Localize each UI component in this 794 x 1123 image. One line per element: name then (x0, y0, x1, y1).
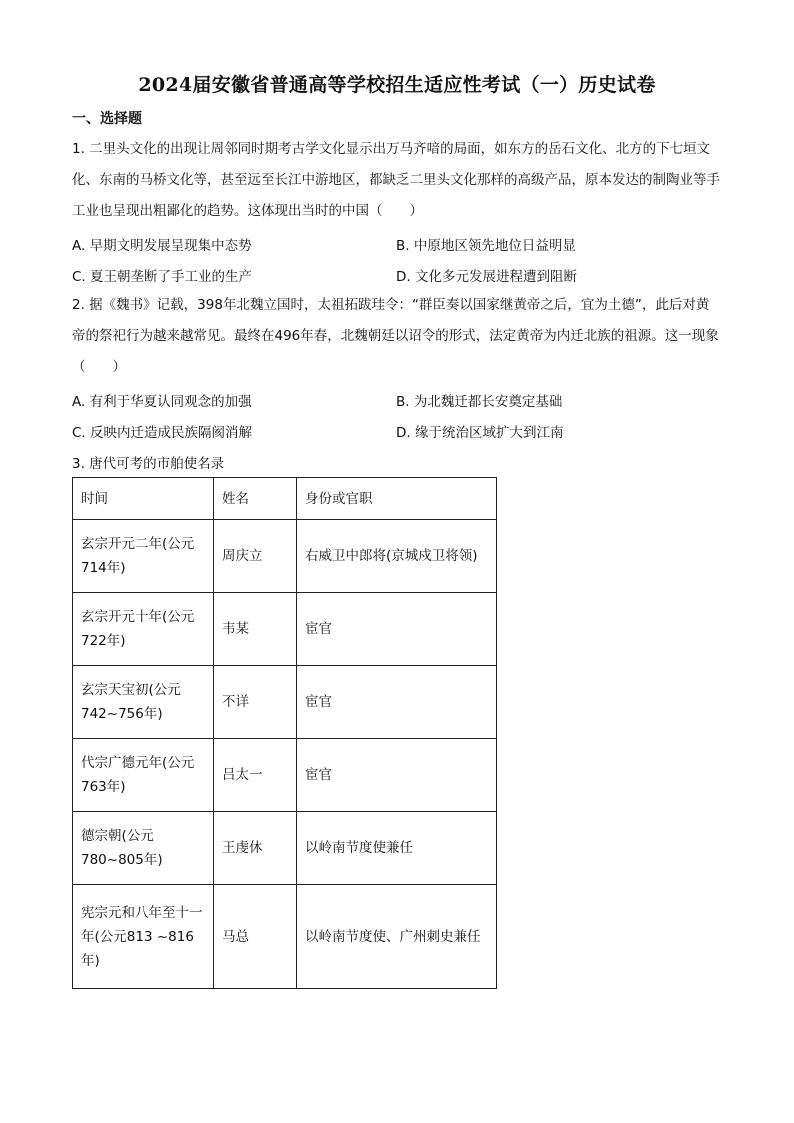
question-2-option-c: C. 反映内迁造成民族隔阂消解 (72, 425, 253, 441)
question-1-option-d: D. 文化多元发展进程遭到阻断 (396, 269, 577, 285)
table-row (73, 666, 497, 739)
table-cell-time: 玄宗开元二年(公元714年) (73, 520, 214, 593)
table-cell-time: 德宗朝(公元 780~805年) (73, 812, 214, 885)
table-cell-time: 宪宗元和八年至十一年(公元813 ~816年) (73, 885, 214, 989)
table-cell-title: 宦官 (297, 593, 497, 666)
page-title: 2024届安徽省普通高等学校招生适应性考试（一）历史试卷 (138, 74, 656, 96)
table-header-cell: 身份或官职 (297, 478, 497, 520)
table-cell-name: 马总 (214, 885, 297, 989)
table-header-row (73, 478, 497, 520)
table-cell-title: 宦官 (297, 666, 497, 739)
table-row (73, 520, 497, 593)
table-cell-name: 不详 (214, 666, 297, 739)
table-cell-title: 以岭南节度使兼任 (297, 812, 497, 885)
table-cell-title: 宦官 (297, 739, 497, 812)
question-2-option-a: A. 有利于华夏认同观念的加强 (72, 394, 252, 410)
table-cell-time: 代宗广德元年(公元763年) (73, 739, 214, 812)
table-cell-time: 玄宗开元十年(公元722年) (73, 593, 214, 666)
table-row (73, 812, 497, 885)
table-row (73, 593, 497, 666)
question-2-option-d: D. 缘于统治区域扩大到江南 (396, 425, 564, 441)
table-row (73, 739, 497, 812)
table-cell-time: 玄宗天宝初(公元742~756年) (73, 666, 214, 739)
question-2-stem: 2. 据《魏书》记载，398年北魏立国时，太祖拓跋珪令：“群臣奏以国家继黄帝之后，宜为土德”，此后对黄帝的祭祀行为越来越常见。最终在496年春，北魏朝廷以诏令的形式，法定黄帝为内迁北族的祖源。这一现象（ ） (72, 297, 719, 375)
table-cell-name: 周庆立 (214, 520, 297, 593)
table-cell-name: 韦某 (214, 593, 297, 666)
question-1-option-c: C. 夏王朝垄断了手工业的生产 (72, 269, 253, 285)
table-cell-title: 右威卫中郎将(京城戍卫将领) (297, 520, 497, 593)
table-row (73, 885, 497, 989)
table-header-cell: 姓名 (214, 478, 297, 520)
question-1-option-a: A. 早期文明发展呈现集中态势 (72, 238, 252, 254)
question-1-stem: 1. 二里头文化的出现让周邻同时期考古学文化显示出万马齐喑的局面，如东方的岳石文化、北方的下七垣文化、东南的马桥文化等，甚至远至长江中游地区，都缺乏二里头文化那样的高级产品，原本发达的制陶业等手工业也呈现出粗鄙化的趋势。这体现出当时的中国（ ） (72, 141, 720, 219)
question-2-option-b: B. 为北魏迁都长安奠定基础 (396, 394, 563, 410)
table-header-cell: 时间 (73, 478, 214, 520)
table-cell-name: 吕太一 (214, 739, 297, 812)
table-cell-title: 以岭南节度使、广州刺史兼任 (297, 885, 497, 989)
merchant-shipping-commissioner-table (72, 477, 497, 989)
question-3-stem: 3. 唐代可考的市舶使名录 (72, 456, 225, 472)
section-heading: 一、选择题 (72, 111, 142, 127)
table-cell-name: 王虔休 (214, 812, 297, 885)
question-1-option-b: B. 中原地区领先地位日益明显 (396, 238, 576, 254)
